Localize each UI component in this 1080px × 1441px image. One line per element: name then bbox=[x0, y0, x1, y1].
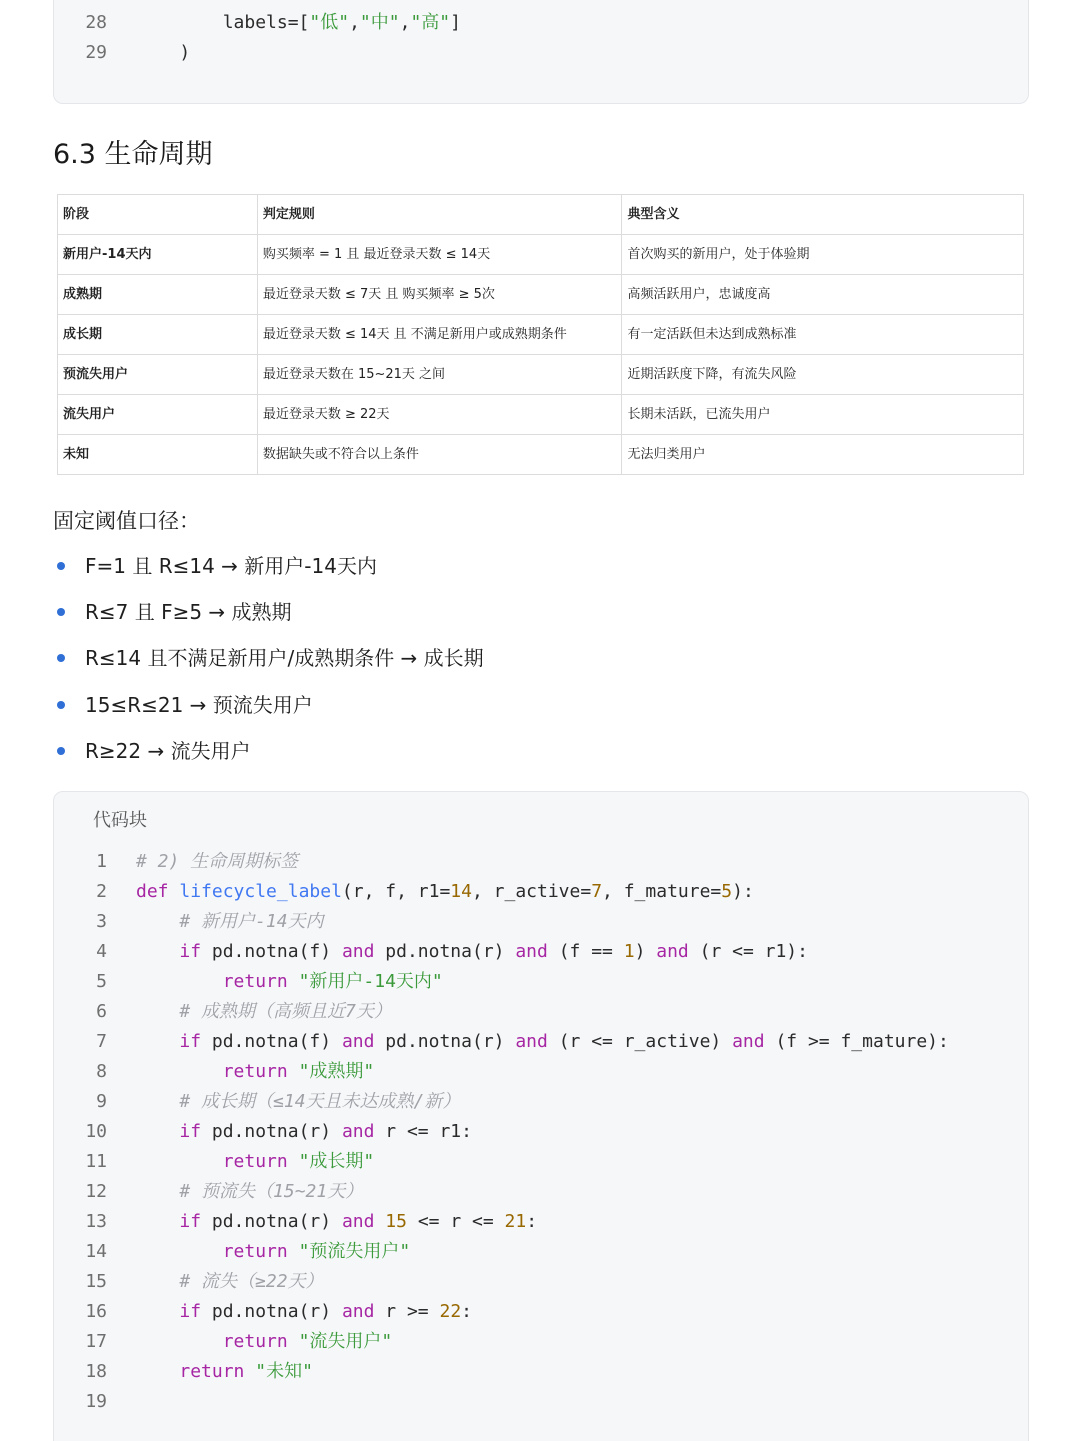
code-block-header: 代码块 bbox=[93, 810, 147, 831]
code-token: pd.notna(r) bbox=[201, 1121, 342, 1142]
code-token bbox=[136, 1031, 179, 1052]
table-cell-meaning: 高频活跃用户，忠诚度高 bbox=[622, 275, 1024, 315]
code-text bbox=[136, 877, 754, 907]
top-code-block bbox=[53, 0, 1029, 104]
code-token: return bbox=[179, 1361, 245, 1382]
table-row bbox=[58, 355, 1024, 395]
code-token: (f == bbox=[547, 941, 624, 962]
code-token: return bbox=[222, 1151, 288, 1172]
line-number: 13 bbox=[85, 1211, 107, 1232]
code-line bbox=[54, 1327, 392, 1357]
code-text bbox=[136, 1267, 324, 1297]
code-token: "成长期" bbox=[298, 1151, 375, 1172]
list-item: R≥22 → 流失用户 bbox=[53, 733, 484, 779]
code-token bbox=[136, 1061, 223, 1082]
code-token bbox=[136, 1151, 223, 1172]
code-token: r >= bbox=[374, 1301, 440, 1322]
code-line bbox=[54, 1177, 363, 1207]
table-cell-meaning: 近期活跃度下降，有流失风险 bbox=[622, 355, 1024, 395]
code-text bbox=[136, 38, 190, 68]
table-cell-rule: 最近登录天数 ≥ 22天 bbox=[257, 395, 622, 435]
code-token: pd.notna(r) bbox=[201, 1211, 342, 1232]
code-token: , f_mature= bbox=[602, 881, 722, 902]
code-token bbox=[136, 971, 223, 992]
code-token: pd.notna(f) bbox=[201, 1031, 342, 1052]
code-token: , r_active= bbox=[471, 881, 592, 902]
code-line bbox=[54, 847, 298, 877]
code-token bbox=[136, 1361, 179, 1382]
code-line bbox=[54, 1297, 472, 1327]
table-cell-rule: 数据缺失或不符合以上条件 bbox=[257, 435, 622, 475]
code-text bbox=[136, 997, 392, 1027]
code-token bbox=[288, 1331, 299, 1352]
code-token: <= r <= bbox=[406, 1211, 505, 1232]
code-token: , bbox=[399, 12, 411, 33]
code-token bbox=[136, 1121, 179, 1142]
code-text bbox=[136, 1117, 472, 1147]
code-line bbox=[54, 1057, 374, 1087]
code-token: ): bbox=[732, 881, 754, 902]
code-block bbox=[53, 791, 1029, 1441]
code-token bbox=[136, 941, 179, 962]
code-token bbox=[374, 1211, 385, 1232]
code-token: "未知" bbox=[255, 1361, 313, 1382]
code-token bbox=[136, 911, 179, 932]
code-line bbox=[54, 1207, 537, 1237]
code-line bbox=[54, 967, 443, 997]
table-header-meaning: 典型含义 bbox=[622, 195, 1024, 235]
line-number: 6 bbox=[96, 1001, 107, 1022]
code-token bbox=[288, 971, 299, 992]
code-token: 22 bbox=[439, 1301, 462, 1322]
code-token: and bbox=[656, 941, 689, 962]
table-row bbox=[58, 275, 1024, 315]
code-line bbox=[54, 997, 392, 1027]
code-token: if bbox=[179, 1301, 202, 1322]
table-cell-stage: 成熟期 bbox=[58, 275, 258, 315]
code-text bbox=[136, 1027, 949, 1057]
code-token: and bbox=[341, 1301, 375, 1322]
code-line bbox=[54, 1117, 472, 1147]
code-token: # 预流失（15~21天） bbox=[179, 1181, 364, 1202]
line-number: 2 bbox=[96, 881, 107, 902]
list-item: F=1 且 R≤14 → 新用户-14天内 bbox=[53, 548, 484, 594]
section-title: 6.3 生命周期 bbox=[53, 139, 213, 170]
lifecycle-table bbox=[57, 194, 1024, 475]
code-token: 21 bbox=[504, 1211, 527, 1232]
code-line bbox=[54, 38, 190, 68]
line-number: 11 bbox=[85, 1151, 107, 1172]
table-cell-meaning: 有一定活跃但未达到成熟标准 bbox=[622, 315, 1024, 355]
code-token: and bbox=[341, 1121, 375, 1142]
code-text bbox=[136, 907, 324, 937]
code-token: and bbox=[515, 941, 548, 962]
code-token: "预流失用户" bbox=[298, 1241, 411, 1262]
code-token: r <= r1: bbox=[374, 1121, 472, 1142]
line-number: 12 bbox=[85, 1181, 107, 1202]
code-token: if bbox=[179, 1121, 202, 1142]
code-token: 14 bbox=[450, 881, 472, 902]
line-number: 15 bbox=[85, 1271, 107, 1292]
code-text bbox=[136, 1357, 313, 1387]
code-token: return bbox=[222, 1061, 288, 1082]
table-header-stage: 阶段 bbox=[58, 195, 258, 235]
code-token bbox=[136, 1271, 179, 1292]
code-token: : bbox=[526, 1211, 538, 1232]
code-token: pd.notna(r) bbox=[374, 1031, 516, 1052]
code-token bbox=[288, 1151, 299, 1172]
code-token: if bbox=[179, 1031, 202, 1052]
code-token: : bbox=[461, 1301, 473, 1322]
code-text bbox=[136, 937, 808, 967]
list-item: 15≤R≤21 → 预流失用户 bbox=[53, 687, 484, 733]
code-token bbox=[136, 1301, 179, 1322]
code-line bbox=[54, 1267, 324, 1297]
line-number: 19 bbox=[85, 1391, 107, 1412]
code-token: ) bbox=[136, 42, 191, 63]
code-token: (r <= r_active) bbox=[547, 1031, 733, 1052]
code-token bbox=[136, 1241, 223, 1262]
code-line bbox=[54, 1087, 460, 1117]
table-header-rule: 判定规则 bbox=[257, 195, 622, 235]
code-token: , bbox=[349, 12, 360, 33]
code-token: # 成长期（≤14天且未达成熟/新） bbox=[179, 1091, 461, 1112]
code-token bbox=[244, 1361, 255, 1382]
line-number: 3 bbox=[96, 911, 107, 932]
table-cell-rule: 最近登录天数在 15~21天 之间 bbox=[257, 355, 622, 395]
code-line bbox=[54, 1027, 949, 1057]
code-token: (r, f, r1= bbox=[341, 881, 451, 902]
code-token: "新用户-14天内" bbox=[298, 971, 443, 992]
code-token: and bbox=[341, 941, 375, 962]
code-token bbox=[136, 1091, 179, 1112]
code-token: # 流失（≥22天） bbox=[179, 1271, 324, 1292]
code-token bbox=[288, 1241, 299, 1262]
code-token: labels=[ bbox=[136, 12, 310, 33]
code-line bbox=[54, 907, 324, 937]
code-token: ) bbox=[634, 941, 657, 962]
code-token: # 2) 生命周期标签 bbox=[136, 851, 299, 872]
code-text bbox=[136, 1237, 410, 1267]
code-line bbox=[54, 1357, 313, 1387]
line-number: 9 bbox=[96, 1091, 107, 1112]
list-item: R≤7 且 F≥5 → 成熟期 bbox=[53, 594, 484, 640]
line-number: 1 bbox=[96, 851, 107, 872]
code-token: lifecycle_label bbox=[179, 881, 342, 902]
code-token: 1 bbox=[623, 941, 635, 962]
code-token: # 成熟期（高频且近7天） bbox=[179, 1001, 392, 1022]
code-token: return bbox=[222, 1241, 288, 1262]
table-header-row bbox=[58, 195, 1024, 235]
code-token bbox=[136, 1181, 179, 1202]
table-cell-stage: 新用户-14天内 bbox=[58, 235, 258, 275]
code-line bbox=[54, 1237, 410, 1267]
code-token: "中" bbox=[359, 12, 400, 33]
code-token bbox=[288, 1061, 299, 1082]
code-text bbox=[136, 1207, 537, 1237]
code-token: def bbox=[136, 881, 180, 902]
code-token: return bbox=[222, 971, 288, 992]
line-number: 16 bbox=[85, 1301, 107, 1322]
code-token: "流失用户" bbox=[298, 1331, 393, 1352]
code-token: (f >= f_mature): bbox=[764, 1031, 949, 1052]
code-text bbox=[136, 1297, 472, 1327]
line-number: 29 bbox=[85, 42, 107, 63]
line-number: 5 bbox=[96, 971, 107, 992]
line-number: 10 bbox=[85, 1121, 107, 1142]
list-item: R≤14 且不满足新用户/成熟期条件 → 成长期 bbox=[53, 640, 484, 686]
code-text bbox=[136, 1057, 374, 1087]
table-cell-stage: 预流失用户 bbox=[58, 355, 258, 395]
code-text bbox=[136, 847, 298, 877]
code-text bbox=[136, 8, 461, 38]
code-token: 15 bbox=[385, 1211, 407, 1232]
code-text bbox=[136, 967, 443, 997]
table-cell-stage: 流失用户 bbox=[58, 395, 258, 435]
code-token: (r <= r1): bbox=[688, 941, 808, 962]
threshold-rules-list bbox=[53, 548, 484, 779]
table-cell-rule: 最近登录天数 ≤ 7天 且 购买频率 ≥ 5次 bbox=[257, 275, 622, 315]
line-number: 28 bbox=[85, 12, 107, 33]
table-row bbox=[58, 435, 1024, 475]
code-token: pd.notna(r) bbox=[201, 1301, 342, 1322]
code-token: and bbox=[515, 1031, 548, 1052]
code-line bbox=[54, 877, 754, 907]
code-text bbox=[136, 1327, 392, 1357]
line-number: 14 bbox=[85, 1241, 107, 1262]
code-token: "低" bbox=[309, 12, 350, 33]
code-token: and bbox=[732, 1031, 765, 1052]
code-token: if bbox=[179, 941, 202, 962]
line-number: 7 bbox=[96, 1031, 107, 1052]
code-token: ] bbox=[450, 12, 461, 33]
code-token: "高" bbox=[410, 12, 451, 33]
line-number: 8 bbox=[96, 1061, 107, 1082]
code-token: 7 bbox=[591, 881, 603, 902]
table-row bbox=[58, 235, 1024, 275]
code-token: and bbox=[341, 1031, 375, 1052]
table-row bbox=[58, 395, 1024, 435]
table-cell-stage: 未知 bbox=[58, 435, 258, 475]
code-line bbox=[54, 1387, 136, 1417]
code-token: # 新用户-14天内 bbox=[179, 911, 324, 932]
table-cell-meaning: 首次购买的新用户，处于体验期 bbox=[622, 235, 1024, 275]
code-token bbox=[136, 1001, 179, 1022]
code-token: pd.notna(f) bbox=[201, 941, 342, 962]
code-token: if bbox=[179, 1211, 202, 1232]
code-text bbox=[136, 1087, 460, 1117]
code-token: pd.notna(r) bbox=[374, 941, 516, 962]
code-token: "成熟期" bbox=[298, 1061, 375, 1082]
code-line bbox=[54, 1147, 374, 1177]
code-token: and bbox=[341, 1211, 375, 1232]
code-line bbox=[54, 937, 808, 967]
threshold-heading: 固定阈值口径： bbox=[53, 509, 200, 533]
table-cell-meaning: 长期未活跃，已流失用户 bbox=[622, 395, 1024, 435]
table-cell-rule: 购买频率 = 1 且 最近登录天数 ≤ 14天 bbox=[257, 235, 622, 275]
code-token: 5 bbox=[721, 881, 733, 902]
table-cell-meaning: 无法归类用户 bbox=[622, 435, 1024, 475]
table-row bbox=[58, 315, 1024, 355]
code-text bbox=[136, 1147, 374, 1177]
code-token: return bbox=[222, 1331, 288, 1352]
table-cell-stage: 成长期 bbox=[58, 315, 258, 355]
code-text bbox=[136, 1177, 363, 1207]
table-cell-rule: 最近登录天数 ≤ 14天 且 不满足新用户或成熟期条件 bbox=[257, 315, 622, 355]
code-token bbox=[136, 1211, 179, 1232]
table-body bbox=[58, 235, 1024, 475]
code-token bbox=[136, 1331, 223, 1352]
line-number: 4 bbox=[96, 941, 107, 962]
code-line bbox=[54, 8, 461, 38]
line-number: 17 bbox=[85, 1331, 107, 1352]
line-number: 18 bbox=[85, 1361, 107, 1382]
